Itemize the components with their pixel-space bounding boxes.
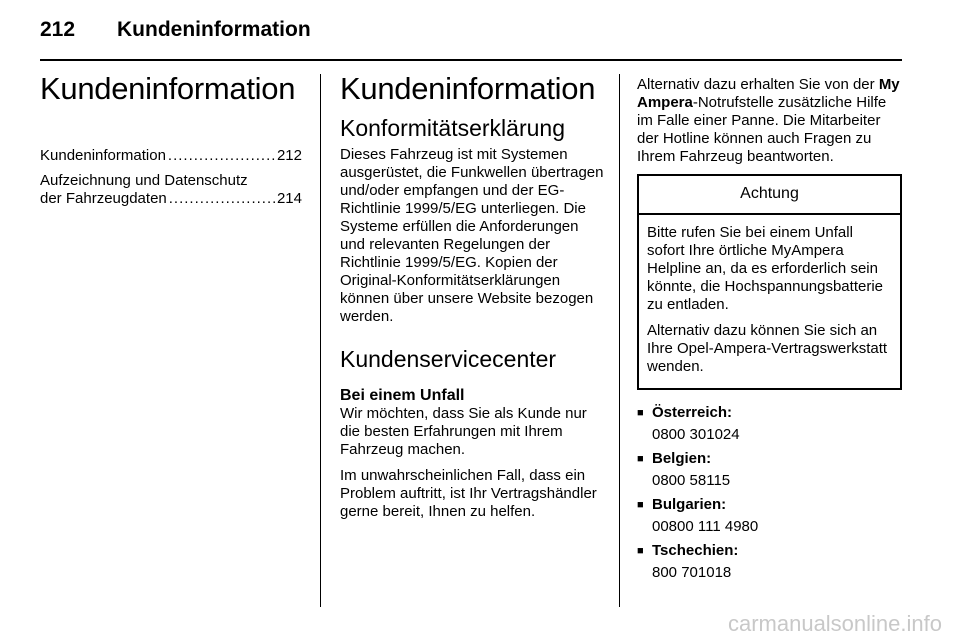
accident-heading: Bei einem Unfall <box>340 386 465 404</box>
conformity-heading: Konformitätserklärung <box>340 114 565 141</box>
notice-paragraph-2: Alternativ dazu können Sie sich an Ihre Opel-Ampera-Vertragswerkstatt wenden. <box>647 322 888 375</box>
country-name: Österreich: <box>652 404 733 421</box>
assistance-intro <box>637 76 902 166</box>
list-item <box>637 404 902 444</box>
square-bullet-icon: ■ <box>637 499 644 511</box>
country-name: Belgien: <box>652 450 712 467</box>
intro-suffix: -Notrufstelle zusätzliche Hilfe im Falle einer Panne. Die Mitarbeiter der Hotline können auch Fragen zu Ihrem Fahrzeug beantworten. <box>637 94 887 165</box>
notice-title: Achtung <box>639 176 900 215</box>
accident-paragraph-2: Im unwahrscheinlichen Fall, dass ein Problem auftritt, ist Ihr Vertragshändler gerne bereit, Ihnen zu helfen. <box>340 467 597 521</box>
content-column-right <box>637 70 902 588</box>
service-heading: Kundenservicecenter <box>340 346 557 373</box>
notice-paragraph-1: Bitte rufen Sie bei einem Unfall sofort Ihre örtliche MyAmpera Helpline an, da es erforderlich sein könnte, die Hochspannungsbatterie zu entladen. <box>647 224 884 313</box>
accident-paragraph-1: Wir möchten, dass Sie als Kunde nur die besten Erfahrungen mit Ihrem Fahrzeug machen. <box>340 405 587 459</box>
toc-entry-title: Kundeninformation <box>40 146 166 164</box>
phone-number: 800 701018 <box>652 564 732 581</box>
conformity-text: Dieses Fahrzeug ist mit Systemen ausgerüstet, die Funkwellen übertragen und/oder empfangen und der EG-Richtlinie 1999/5/EG unterliegen. Die Systeme erfüllen die Anforderungen und relevanten Regelungen der Richtlinie 1999/5/EG. Kopien der Original-Konformitätserklärungen können über unsere Website bezogen werden. <box>340 146 604 326</box>
phone-number: 00800 111 4980 <box>652 518 759 535</box>
section-title: Kundeninformation <box>340 71 596 106</box>
toc-page-number: 214 <box>276 189 302 207</box>
toc-line <box>40 147 302 165</box>
square-bullet-icon: ■ <box>637 407 644 419</box>
caution-notice <box>637 174 902 390</box>
phone-number: 0800 301024 <box>652 426 740 443</box>
toc-leader-dots <box>169 190 275 208</box>
toc-entry[interactable] <box>40 147 302 165</box>
page-number: 212 <box>40 18 76 41</box>
notice-body <box>639 215 900 388</box>
column-divider-right <box>619 74 620 607</box>
toc-entry-title-line1: Aufzeichnung und Datenschutz <box>40 171 248 189</box>
list-item <box>637 450 902 490</box>
square-bullet-icon: ■ <box>637 453 644 465</box>
table-of-contents <box>40 147 302 208</box>
square-bullet-icon: ■ <box>637 545 644 557</box>
phone-number: 0800 58115 <box>652 472 731 489</box>
toc-entry[interactable] <box>40 172 302 208</box>
running-title: Kundeninformation <box>117 18 311 41</box>
country-name: Tschechien: <box>652 542 739 559</box>
content-column-middle <box>340 70 606 529</box>
toc-entry-title-line2: der Fahrzeugdaten <box>40 189 167 207</box>
toc-line <box>40 190 302 208</box>
country-name: Bulgarien: <box>652 496 727 513</box>
toc-page-number: 212 <box>276 146 302 164</box>
list-item <box>637 542 902 582</box>
intro-prefix: Alternativ dazu erhalten Sie von der <box>637 76 879 93</box>
site-watermark: carmanualsonline.info <box>727 611 942 636</box>
list-item <box>637 496 902 536</box>
toc-leader-dots <box>168 147 275 165</box>
toc-column <box>40 70 302 215</box>
helpline-list <box>637 404 902 582</box>
my-ampera-name: My Ampera <box>637 76 900 111</box>
chapter-title: Kundeninformation <box>40 71 296 106</box>
header-rule <box>40 59 902 61</box>
column-divider-left <box>320 74 321 607</box>
